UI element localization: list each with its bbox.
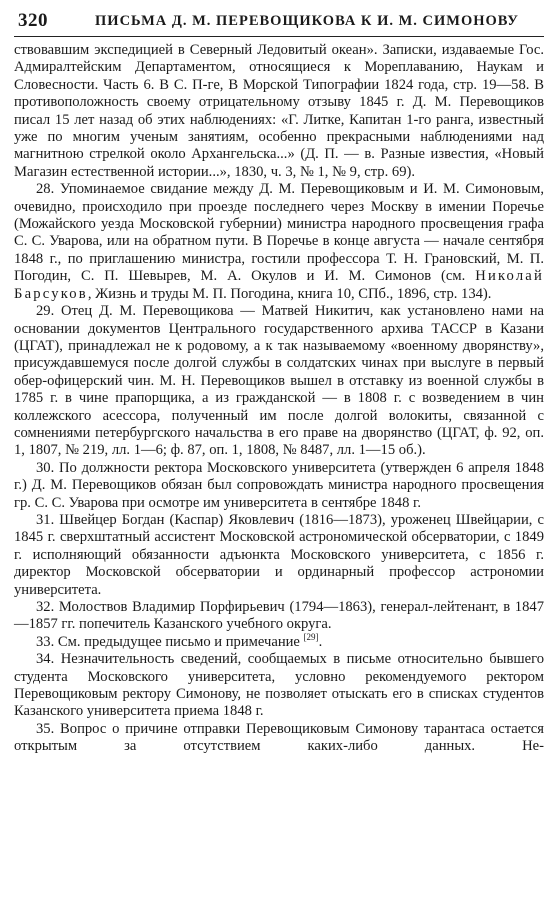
note-text: 31. Швейцер Богдан (Каспар) Яковлевич (1816—1873), уроженец Швейцарии, с 1845 г. сверхштатный ассистент Московской астрономической обсерватории, с 1849 г. исполняющий обязанности адъюнкта Московского университета, с 1856 г. директор Московской обсерватории и ординарный профессор астрономии университета.: [14, 511, 544, 598]
note-text: , Жизнь и труды М. П. Погодина, книга 10, СПб., 1896, стр. 134).: [87, 285, 492, 302]
note-text: 28. Упоминаемое свидание между Д. М. Перевощиковым и И. М. Симоновым, очевидно, происходило при проезде последнего через Москву в имении Поречье (Можайского уезда Московской губернии) министра народного просвещения графа С. С. Уварова, или на обратном пути. В Поречье в конце августа — начале сентября 1848 г., по приглашению министра, гостили профессора Т. Н. Грановский, М. П. Погодин, С. П. Шевырев, М. А. Окулов и И. М. Симонов (см.: [14, 181, 544, 285]
note-paragraph: [14, 181, 544, 303]
page-header: [14, 6, 544, 37]
note-paragraph: [14, 460, 544, 512]
note-text: .: [318, 633, 323, 650]
note-text: ствовавшим экспедицией в Северный Ледовитый океан». Записки, издаваемые Гос. Адмиралтейским Департаментом, относящиеся к Мореплаванию, Наукам и Словесности. Часть 6. В С. П-ге, В Морской Типографии 1824 года, стр. 19—58. В противоположность своему отрицательному отзыву 1845 г. Д. М. Перевощиков писал 15 лет назад об этих наблюдениях: «Г. Литке, Капитан 1-го ранга, известный уже по многим ученым занятиям, особенно прекрасными наблюдениями над магнитною стрелкой около Архангельска...» (Д. П. — в. Разные известия, «Новый Магазин естественной истории...», 1830, ч. 3, № 1, № 9, стр. 69).: [14, 42, 544, 180]
note-text: 35. Вопрос о причине отправки Перевощиковым Симонову тарантаса остается открытым за отсутствием каких-либо данных. Не-: [14, 720, 544, 755]
author-name: Николай Барсуков: [14, 268, 544, 302]
note-paragraph: [14, 599, 544, 634]
note-paragraph: [14, 651, 544, 721]
note-text: 34. Незначительность сведений, сообщаемых в письме относительно бывшего студента Московского университета, условно рекомендуемого ректором Перевощиковым ректору Симонову, не позволяет отыскать его в списках студентов Казанского университета приема 1848 г.: [14, 651, 544, 720]
footnote-reference: [29]: [303, 631, 319, 642]
note-text: 29. Отец Д. М. Перевощикова — Матвей Никитич, как установлено нами на основании документов Центрального государственного архива ТАССР в Казани (ЦГАТ), принадлежал не к родовому, а к так называемому «военному дворянству», присуждавшемуся после долгой службы в солдатских чинах при выслуге в первый обер-офицерский чин. М. Н. Перевощиков вышел в отставку из военной службы в 1785 г. в чине прапорщика, а из гражданской — в 1808 г. с возведением в чин коллежского асессора, полученный им после долгой волокиты, связанной с сомнениями петербургского начальства в его праве на дворянство (ЦГАТ, ф. 92, оп. 1, 1807, № 219, лл. 1—6; ф. 87, оп. 1, 1808, № 8487, лл. 1—15 об.).: [14, 303, 544, 459]
note-paragraph: [14, 631, 544, 651]
note-paragraph: [14, 42, 544, 181]
note-paragraph: [14, 512, 544, 599]
note-paragraph: [14, 303, 544, 460]
running-title: ПИСЬМА Д. М. ПЕРЕВОЩИКОВА К И. М. СИМОНОВУ: [95, 13, 519, 29]
notes-body: [14, 42, 544, 756]
note-paragraph: [14, 721, 544, 756]
note-text: 33. См. предыдущее письмо и примечание: [36, 633, 304, 650]
page-number: 320: [18, 10, 48, 31]
note-text: 30. По должности ректора Московского университета (утвержден 6 апреля 1848 г.) Д. М. Перевощиков обязан был сопровождать министра народного просвещения гр. С. С. Уварова при осмотре им университета в сентябре 1848 г.: [14, 459, 544, 511]
note-text: 32. Молоствов Владимир Порфирьевич (1794—1863), генерал-лейтенант, в 1847—1857 гг. попечитель Казанского учебного округа.: [14, 599, 544, 633]
